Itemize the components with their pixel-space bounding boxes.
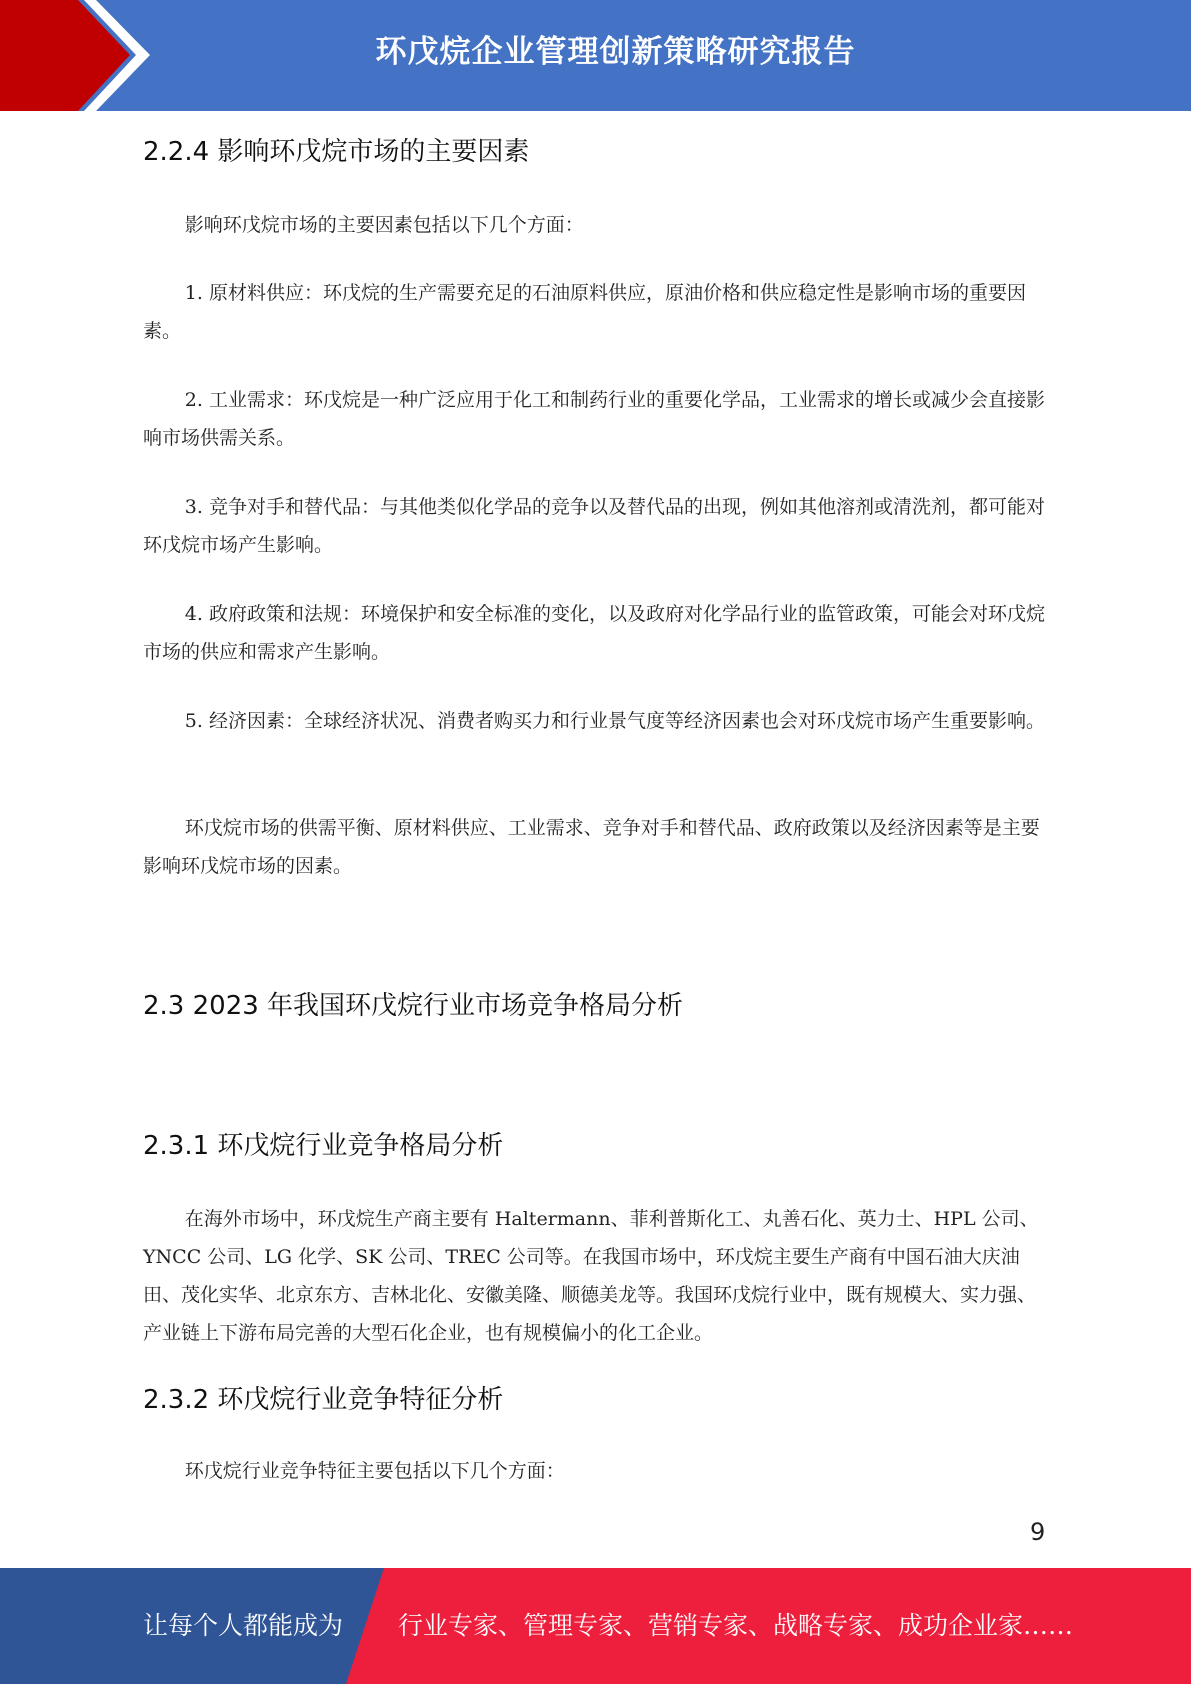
footer-slogan-left: 让每个人都能成为 (143, 1611, 344, 1640)
page-number: 9 (1030, 1518, 1046, 1546)
page-header (0, 0, 1191, 111)
heading-2-3-1: 2.3.1 环戊烷行业竞争格局分析 (143, 1131, 504, 1161)
heading-2-3: 2.3 2023 年我国环戊烷行业市场竞争格局分析 (143, 991, 684, 1021)
report-title: 环戊烷企业管理创新策略研究报告 (375, 34, 856, 70)
footer-slogan-right: 行业专家、管理专家、营销专家、战略专家、成功企业家…… (398, 1611, 1074, 1640)
paragraph-competition: 在海外市场中，环戊烷生产商主要有 Haltermann、菲利普斯化工、丸善石化、英力士、HPL 公司、YNCC 公司、LG 化学、SK 公司、TREC 公司等。在我国市场中，环戊烷主要生产商有中国石油大庆油田、茂化实华、北京东方、吉林北化、安徽美隆、顺德美龙等。我国环戊烷行业中，既有规模大、实力强、产业链上下游布局完善的大型石化企业，也有规模偏小的化工企业。 (143, 1208, 1039, 1344)
paragraph-summary: 环戊烷市场的供需平衡、原材料供应、工业需求、竞争对手和替代品、政府政策以及经济因素等是主要影响环戊烷市场的因素。 (143, 817, 1040, 877)
paragraph-features-intro: 环戊烷行业竞争特征主要包括以下几个方面： (184, 1460, 565, 1482)
paragraph-intro: 影响环戊烷市场的主要因素包括以下几个方面： (184, 214, 584, 236)
paragraph-item-1: 1. 原材料供应：环戊烷的生产需要充足的石油原料供应，原油价格和供应稳定性是影响市场的重要因素。 (143, 282, 1026, 342)
heading-2-2-4: 2.2.4 影响环戊烷市场的主要因素 (143, 137, 530, 167)
paragraph-item-5: 5. 经济因素：全球经济状况、消费者购买力和行业景气度等经济因素也会对环戊烷市场产生重要影响。 (184, 710, 1045, 732)
paragraph-item-3: 3. 竞争对手和替代品：与其他类似化学品的竞争以及替代品的出现，例如其他溶剂或清洗剂，都可能对环戊烷市场产生影响。 (143, 496, 1045, 556)
paragraph-item-2: 2. 工业需求：环戊烷是一种广泛应用于化工和制药行业的重要化学品，工业需求的增长或减少会直接影响市场供需关系。 (143, 389, 1045, 449)
page-footer (0, 1568, 1191, 1684)
paragraph-item-4: 4. 政府政策和法规：环境保护和安全标准的变化，以及政府对化学品行业的监管政策，可能会对环戊烷市场的供应和需求产生影响。 (143, 603, 1045, 663)
heading-2-3-2: 2.3.2 环戊烷行业竞争特征分析 (143, 1385, 504, 1415)
